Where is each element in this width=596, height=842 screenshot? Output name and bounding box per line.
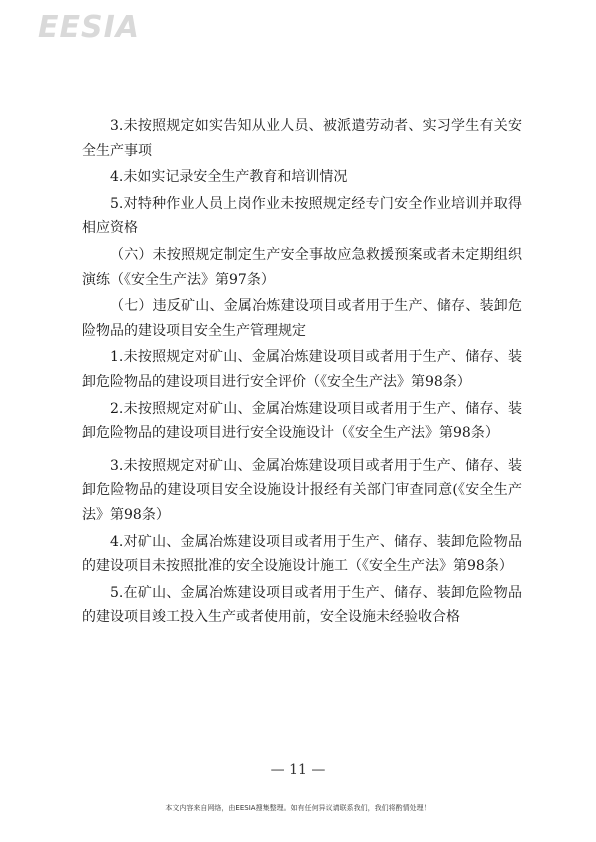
paragraph: 3.未按照规定对矿山、金属冶炼建设项目或者用于生产、储存、装卸危险物品的建设项目安全设施设计报经有关部门审查同意(《安全生产法》第98条） [82, 457, 522, 523]
paragraph: 5.在矿山、金属冶炼建设项目或者用于生产、储存、装卸危险物品的建设项目竣工投入生产或者使用前，安全设施未经验收合格 [82, 584, 522, 626]
eesia-logo: EESIA [38, 10, 140, 45]
paragraph: （六）未按照规定制定生产安全事故应急救援预案或者未定期组织演练（《安全生产法》第97条） [82, 246, 522, 288]
paragraph: 4.对矿山、金属冶炼建设项目或者用于生产、储存、装卸危险物品的建设项目未按照批准的安全设施设计施工（《安全生产法》第98条） [82, 533, 522, 575]
paragraph: 5.对特种作业人员上岗作业未按照规定经专门安全作业培训并取得相应资格 [82, 195, 522, 237]
page-number: — 11 — [270, 762, 326, 778]
paragraph: 3.未按照规定如实告知从业人员、被派遣劳动者、实习学生有关安全生产事项 [82, 118, 522, 159]
paragraph: 4.未如实记录安全生产教育和培训情况 [110, 169, 348, 186]
document-body [82, 114, 522, 630]
paragraph: 2.未按照规定对矿山、金属冶炼建设项目或者用于生产、储存、装卸危险物品的建设项目进行安全设施设计（《安全生产法》第98条） [82, 400, 522, 442]
paragraph: 1.未按照规定对矿山、金属冶炼建设项目或者用于生产、储存、装卸危险物品的建设项目进行安全评价（《安全生产法》第98条） [82, 349, 522, 390]
paragraph: （七）违反矿山、金属冶炼建设项目或者用于生产、储存、装卸危险物品的建设项目安全生产管理规定 [82, 298, 522, 339]
footer-disclaimer: 本文内容来自网络，由EESIA搜集整理。如有任何异议请联系我们，我们将酌情处理！ [165, 804, 431, 812]
